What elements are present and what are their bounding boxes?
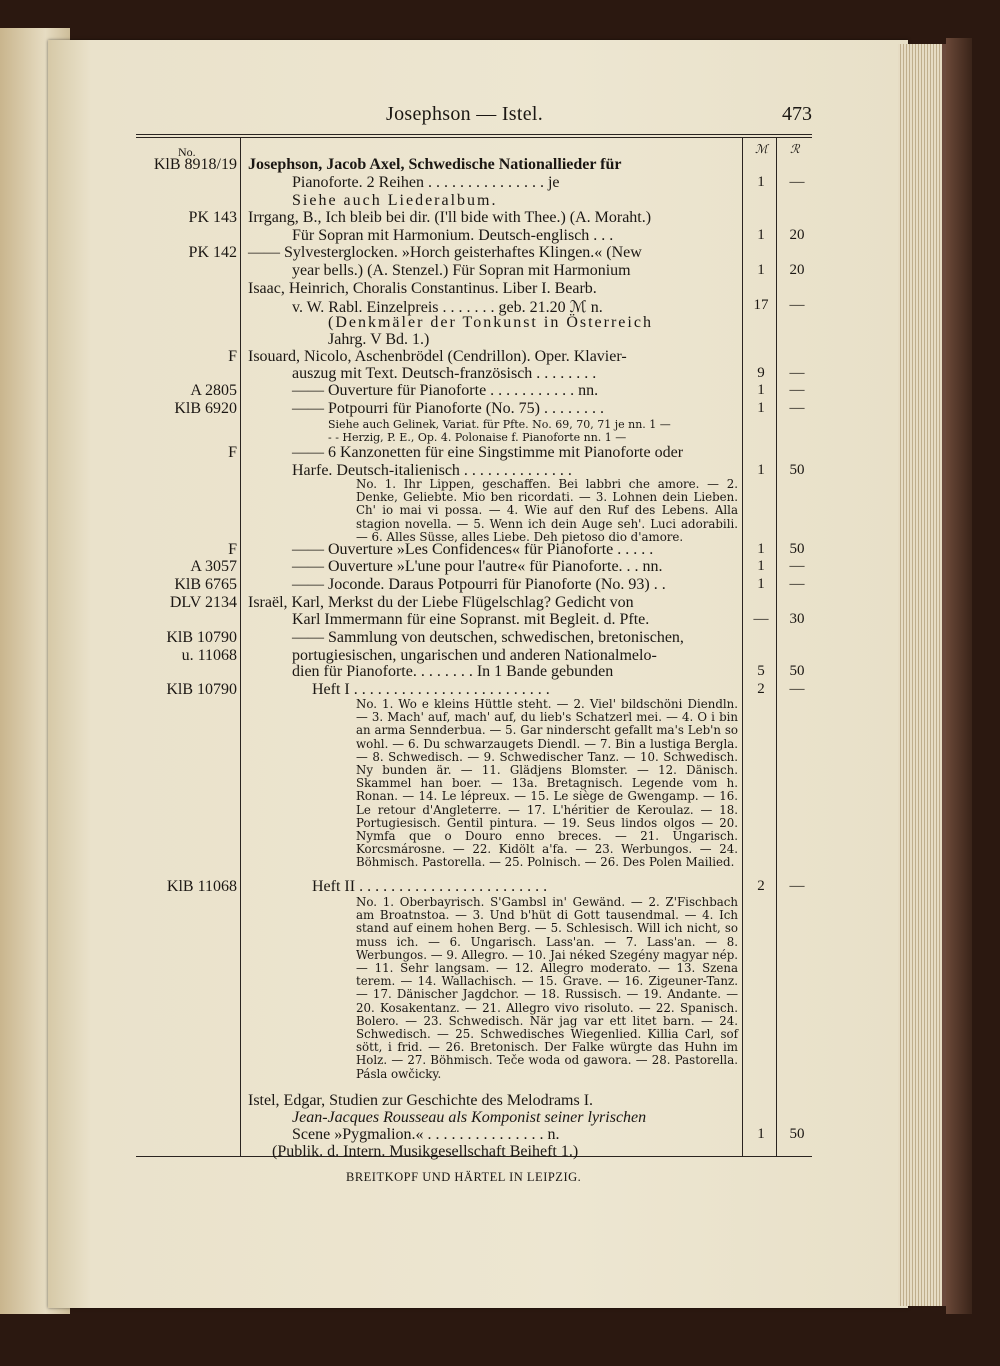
entry-line: Isouard, Nicolo, Aschenbrödel (Cendrillon). Oper. Klavier- bbox=[248, 348, 627, 365]
cross-reference: Siehe auch Gelinek, Variat. für Pfte. No. 69, 70, 71 je nn. 1 — bbox=[328, 418, 671, 431]
page-number: 473 bbox=[782, 103, 812, 125]
catalog-number: PK 142 bbox=[188, 244, 237, 261]
catalog-number: A 3057 bbox=[190, 558, 237, 575]
catalog-number: A 2805 bbox=[190, 382, 237, 399]
entry-line: Harfe. Deutsch-italienisch . . . . . . . . . . . . . . bbox=[292, 462, 572, 479]
price-mark: 5 bbox=[757, 663, 765, 679]
column-divider-catalog bbox=[240, 137, 241, 1156]
entry-line: Heft II . . . . . . . . . . . . . . . . . . . . . . . . bbox=[312, 878, 548, 895]
price-mark: 1 bbox=[757, 462, 765, 478]
column-header-pfennig: ℛ bbox=[790, 142, 800, 156]
catalog-number: F bbox=[228, 348, 237, 365]
entry-line: (Denkmäler der Tonkunst in Österreich bbox=[328, 314, 653, 331]
entry-line: Josephson, Jacob Axel, Schwedische Nationallieder für bbox=[248, 156, 622, 173]
price-pfennig: — bbox=[789, 558, 805, 574]
catalog-number: DLV 2134 bbox=[169, 594, 237, 611]
price-pfennig: 20 bbox=[789, 227, 805, 243]
entry-line: —— Joconde. Daraus Potpourri für Pianoforte (No. 93) . . bbox=[292, 576, 666, 593]
entry-line: Für Sopran mit Harmonium. Deutsch-englisch . . . bbox=[292, 227, 614, 244]
contents-list: No. 1. Wo e kleins Hüttle steht. — 2. Viel' bildschöni Diendln. — 3. Mach' auf, mach' auf, du lieb's Schatzerl mei. — 4. O i bin an arma Sennderbua. — 5. Gar ninderscht gefallt ma's Leb'n so wohl. — 6. Du schwarzaugets Diendl. — 7. Bin a lustiga Bergla. — 8. Schwedisch. — 9. Schwedischer Tanz. — 10. Schwedisch. Ny bunden är. — 11. Glädjens Blomster. — 12. Dänisch. Skammel han boer. — 13a. Bretagnisch. Legende vom h. Ronan. — 14. Le lépreux. — 15. Le siège de Gwengamp. — 16. Le retour d'Angleterre. — 17. L'héritier de Keroulaz. — 18. Portugiesisch. Gentil pintura. — 19. Seus lindos olgos — 20. Nymfa que o Douro enno breces. — 21. Ungarisch. Korcsmárosne. — 22. Kidölt a'fa. — 23. Werbungos. — 24. Böhmisch. Pastorella. — 25. Polnisch. — 26. Des Polen Mailied. bbox=[356, 697, 738, 870]
price-mark: 1 bbox=[757, 227, 765, 243]
header-rule-2 bbox=[136, 137, 812, 138]
cross-reference: - - Herzig, P. E., Op. 4. Polonaise f. Pianoforte nn. 1 — bbox=[328, 431, 627, 444]
catalog-number: F bbox=[228, 444, 237, 461]
catalog-number: KlB 11068 bbox=[166, 878, 237, 895]
entry-line: —— 6 Kanzonetten für eine Singstimme mit Pianoforte oder bbox=[292, 444, 684, 461]
entry-line: Irrgang, B., Ich bleib bei dir. (I'll bide with Thee.) (A. Moraht.) bbox=[248, 209, 652, 226]
entry-line: —— Ouverture für Pianoforte . . . . . . . . . . . nn. bbox=[292, 382, 599, 399]
price-mark: 1 bbox=[757, 262, 765, 278]
price-pfennig: 30 bbox=[789, 611, 805, 627]
header-rule bbox=[136, 134, 812, 135]
price-mark: 17 bbox=[753, 297, 769, 313]
catalog-number: KlB 6920 bbox=[174, 400, 237, 417]
entry-line: Pianoforte. 2 Reihen . . . . . . . . . . . . . . . je bbox=[292, 174, 560, 191]
catalog-number: KlB 6765 bbox=[174, 576, 237, 593]
entry-line: —— Potpourri für Pianoforte (No. 75) . . . . . . . . bbox=[292, 400, 604, 417]
price-mark: 1 bbox=[757, 400, 765, 416]
price-pfennig: 50 bbox=[789, 663, 805, 679]
price-pfennig: — bbox=[789, 382, 805, 398]
entry-line: Karl Immermann für eine Sopranst. mit Begleit. d. Pfte. bbox=[292, 611, 650, 628]
entry-line: Jahrg. V Bd. 1.) bbox=[328, 331, 430, 348]
price-mark: 1 bbox=[757, 541, 765, 557]
price-mark: 2 bbox=[757, 681, 765, 697]
price-mark: 1 bbox=[757, 1126, 765, 1142]
price-pfennig: — bbox=[789, 576, 805, 592]
price-pfennig: — bbox=[789, 878, 805, 894]
column-header-mark: ℳ bbox=[755, 142, 768, 156]
entry-line: auszug mit Text. Deutsch-französisch . . . . . . . . bbox=[292, 365, 597, 382]
entry-line: Isaac, Heinrich, Choralis Constantinus. Liber I. Bearb. bbox=[248, 280, 597, 297]
entry-line: year bells.) (A. Stenzel.) Für Sopran mit Harmonium bbox=[292, 262, 631, 279]
price-pfennig: — bbox=[789, 681, 805, 697]
catalog-number: F bbox=[228, 541, 237, 558]
entry-line: —— Sylvesterglocken. »Horch geisterhaftes Klingen.« (New bbox=[248, 244, 642, 261]
catalog-number: PK 143 bbox=[188, 209, 237, 226]
column-header-no: No. bbox=[178, 145, 196, 159]
price-pfennig: — bbox=[789, 297, 805, 313]
entry-line: Siehe auch Liederalbum. bbox=[292, 192, 498, 209]
entry-line: —— Ouverture »L'une pour l'autre« für Pianoforte. . . nn. bbox=[292, 558, 663, 575]
price-mark: 1 bbox=[757, 576, 765, 592]
price-pfennig: — bbox=[789, 400, 805, 416]
price-pfennig: — bbox=[789, 365, 805, 381]
price-mark: 2 bbox=[757, 878, 765, 894]
column-divider-pfennig bbox=[776, 137, 777, 1156]
entry-line: portugiesischen, ungarischen und anderen Nationalmelo- bbox=[292, 647, 657, 664]
entry-line: —— Ouverture »Les Confidences« für Pianoforte . . . . . bbox=[292, 541, 654, 558]
entry-line: —— Sammlung von deutschen, schwedischen, bretonischen, bbox=[292, 629, 684, 646]
entry-line: Scene »Pygmalion.« . . . . . . . . . . . . . . . n. bbox=[292, 1126, 560, 1143]
price-mark: 1 bbox=[757, 382, 765, 398]
publisher-footer: BREITKOPF UND HÄRTEL IN LEIPZIG. bbox=[346, 1170, 582, 1184]
page-stack-edge bbox=[898, 44, 947, 1306]
entry-line: Heft I . . . . . . . . . . . . . . . . . . . . . . . . . bbox=[312, 681, 550, 698]
price-pfennig: 50 bbox=[789, 462, 805, 478]
price-pfennig: 20 bbox=[789, 262, 805, 278]
price-pfennig: — bbox=[789, 174, 805, 190]
contents-list: No. 1. Oberbayrisch. S'Gambsl in' Gewänd. — 2. Z'Fischbach am Broatnstoa. — 3. Und b'hüt di Gott tausendmal. — 4. Ich stand auf einem hohen Berg. — 5. Schlesisch. Will ich nicht, so muss ich. — 6. Ungarisch. Lass'an. — 7. Lass'an. — 8. Werbungos. — 9. Allegro. — 10. Jai néked Szegény magyar nép. — 11. Sehr langsam. — 12. Allegro moderato. — 13. Szena terem. — 14. Wallachisch. — 15. Grave. — 16. Zigeuner-Tanz. — 17. Dänischer Jagdchor. — 18. Russisch. — 19. Andante. — 20. Kosakentanz. — 21. Allegro vivo risoluto. — 22. Spanisch. Bolero. — 23. Schwedisch. När jag var ett litet barn. — 24. Schwedisch. — 25. Schwedisches Wiegenlied. Killia Carl, sof sött, i frid. — 26. Bretonisch. Der Falke würgte das Huhn im Holz. — 27. Böhmisch. Teče woda od gawora. — 28. Pastorella. Pásla owčicky. bbox=[356, 895, 738, 1081]
catalog-number: KlB 10790 bbox=[166, 681, 237, 698]
entry-line: Istel, Edgar, Studien zur Geschichte des Melodrams I. bbox=[248, 1092, 594, 1109]
running-header: Josephson — Istel. bbox=[386, 103, 544, 125]
contents-list: No. 1. Ihr Lippen, geschaffen. Bei labbri che amore. — 2. Denke, Geliebte. Mio ben ricordati. — 3. Lohnen dein Lieben. Ch' io mai vi possa. — 4. Wie auf den Ruf des Lebens. Alla stagion novella. — 5. Wenn ich dein Auge seh'. Luci adorabili. — 6. Alles Süsse, alles Liebe. Deh pietoso dio d'amore. bbox=[356, 477, 738, 544]
entry-line: Jean-Jacques Rousseau als Komponist seiner lyrischen bbox=[292, 1109, 647, 1126]
price-mark: 9 bbox=[757, 365, 765, 381]
catalog-number: u. 11068 bbox=[181, 647, 237, 664]
entry-line: dien für Pianoforte. . . . . . . . In 1 Bande gebunden bbox=[292, 663, 614, 680]
catalog-number: KlB 8918/19 bbox=[153, 156, 237, 173]
column-divider-mark bbox=[742, 137, 743, 1156]
entry-line: Israël, Karl, Merkst du der Liebe Flügelschlag? Gedicht von bbox=[248, 594, 634, 611]
entry-line: (Publik. d. Intern. Musikgesellschaft Beiheft 1.) bbox=[272, 1143, 579, 1160]
price-pfennig: 50 bbox=[789, 1126, 805, 1142]
entry-line: v. W. Rabl. Einzelpreis . . . . . . . geb. 21.20 ℳ n. bbox=[292, 299, 603, 316]
price-mark: — bbox=[753, 611, 769, 627]
book-cover-edge bbox=[946, 38, 972, 1314]
catalog-number: KlB 10790 bbox=[166, 629, 237, 646]
price-mark: 1 bbox=[757, 558, 765, 574]
price-pfennig: 50 bbox=[789, 541, 805, 557]
price-mark: 1 bbox=[757, 174, 765, 190]
